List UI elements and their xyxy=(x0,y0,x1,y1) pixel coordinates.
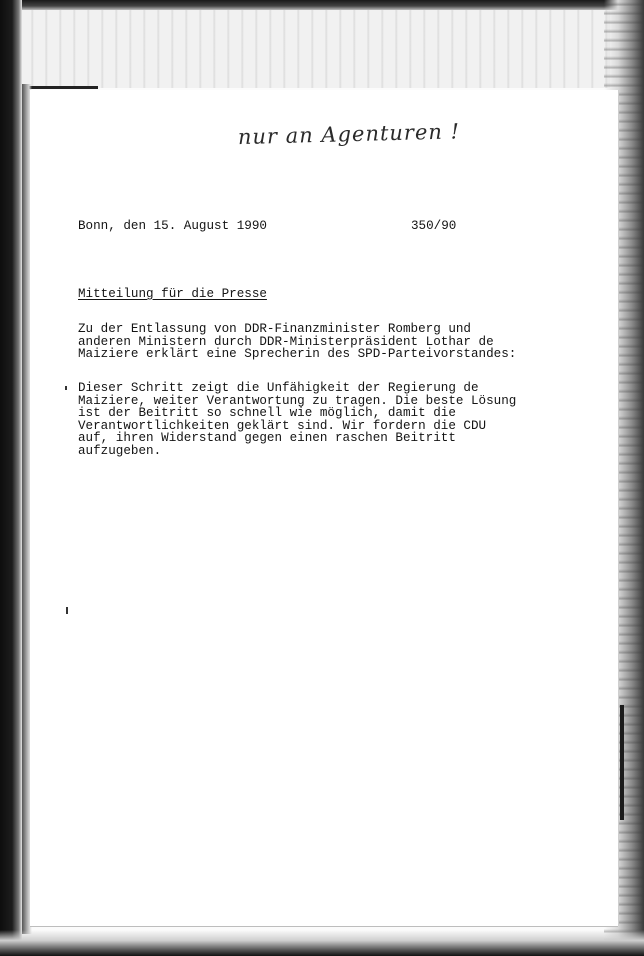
scan-border-top xyxy=(0,0,644,10)
scan-border-left xyxy=(0,0,22,956)
text-line: Maiziere, weiter Verantwortung zu tragen. Die beste Lösung xyxy=(78,393,517,408)
text-line: ist der Beitritt so schnell wie möglich, damit die xyxy=(78,406,456,421)
underlying-sheet-edge xyxy=(20,10,610,88)
dateline: Bonn, den 15. August 1990 xyxy=(78,219,267,233)
text-line: Dieser Schritt zeigt die Unfähigkeit der Regierung de xyxy=(78,381,479,395)
statement-paragraph xyxy=(78,382,516,458)
press-release-heading: Mitteilung für die Presse xyxy=(78,287,267,301)
scan-border-bottom xyxy=(0,930,644,956)
margin-tick-mark xyxy=(65,386,67,390)
text-line: Verantwortlichkeiten geklärt sind. Wir fordern die CDU xyxy=(78,418,487,433)
text-line: Zu der Entlassung von DDR-Finanzminister Romberg und xyxy=(78,322,471,336)
intro-paragraph xyxy=(78,323,516,361)
handwritten-note: nur an Agenturen ! xyxy=(237,119,461,150)
text-line: Maiziere erklärt eine Sprecherin des SPD-Parteivorstandes: xyxy=(78,347,517,362)
document-page xyxy=(30,90,618,926)
text-line: auf, ihren Widerstand gegen einen raschen Beitritt xyxy=(78,431,456,446)
reference-number: 350/90 xyxy=(411,219,457,233)
text-line: anderen Ministern durch DDR-Ministerpräsident Lothar de xyxy=(78,334,494,349)
margin-tick-mark xyxy=(66,607,68,614)
scan-artifact-bar xyxy=(620,705,624,820)
text-line: aufzugeben. xyxy=(78,443,162,458)
